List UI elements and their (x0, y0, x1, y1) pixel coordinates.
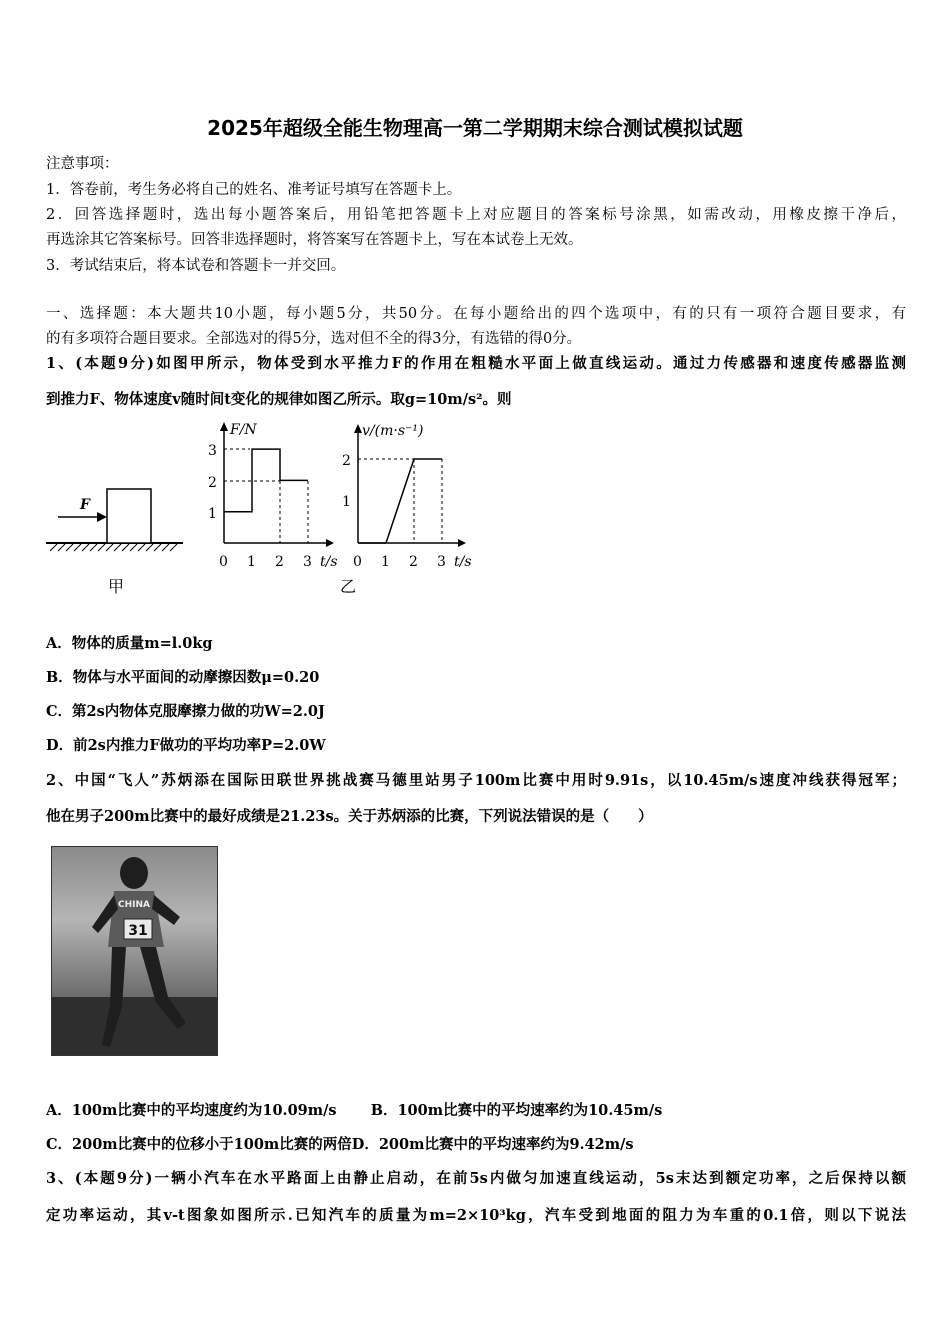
ft-xtick-1: 1 (247, 554, 256, 570)
section1-intro-2: 的有多项符合题目要求。全部选对的得5分，选对但不全的得3分，有选错的得0分。 (46, 331, 582, 347)
q2-option-a (46, 1099, 906, 1120)
arrow-head-icon (220, 422, 228, 431)
q2-option-c (46, 1133, 906, 1154)
arrow-head-icon (458, 539, 466, 547)
q1-option-a: A．物体的质量m=l.0kg (46, 635, 213, 652)
arrow-head-icon (97, 512, 107, 522)
ft-series-line (224, 449, 308, 512)
ft-graph (208, 422, 338, 570)
ft-xtick-3: 3 (303, 554, 312, 570)
q2-option-a-text: A．100m比赛中的平均速度约为10.09m/s (46, 1102, 337, 1119)
vt-xtick-0: 0 (353, 554, 362, 570)
ft-dashed-guides (224, 449, 308, 543)
notice-item-2: 2．回答选择题时，选出每小题答案后，用铅笔把答题卡上对应题目的答案标号涂黑，如需改动，用橡皮擦干净后， (46, 207, 906, 223)
vt-ylabel: v/(m·s⁻¹) (362, 423, 424, 439)
q1-stem-1: 1、(本题9分)如图甲所示，物体受到水平推力F的作用在粗糙水平面上做直线运动。通过力传感器和速度传感器监测 (46, 355, 906, 372)
ft-xtick-0: 0 (219, 554, 228, 570)
page-title: 2025年超级全能生物理高一第二学期期末综合测试模拟试题 (207, 116, 743, 140)
ft-ytick-2: 2 (208, 475, 217, 491)
vt-xtick-1: 1 (381, 554, 390, 570)
arrow-head-icon (354, 424, 362, 433)
q1-option-c: C．第2s内物体克服摩擦力做的功W=2.0J (46, 703, 325, 720)
notice-item-3: 3．考试结束后，将本试卷和答题卡一并交回。 (46, 258, 346, 274)
q3-stem-1: 3、(本题9分)一辆小汽车在水平路面上由静止启动，在前5s内做匀加速直线运动，5s末达到额定功率，之后保持以额 (46, 1170, 906, 1187)
section1-intro-1: 一、选择题：本大题共10小题，每小题5分，共50分。在每小题给出的四个选项中，有的只有一项符合题目要求，有 (46, 306, 906, 322)
q2-stem-2: 他在男子200m比赛中的最好成绩是21.23s。关于苏炳添的比赛，下列说法错误的是（ ） (46, 808, 653, 825)
vt-ytick-1: 1 (342, 494, 351, 510)
q2-stem-1: 2、中国“飞人”苏炳添在国际田联世界挑战赛马德里站男子100m比赛中用时9.91s，以10.45m/s速度冲线获得冠军； (46, 772, 906, 789)
notice-item-1: 1．答卷前，考生务必将自己的姓名、准考证号填写在答题卡上。 (46, 182, 462, 198)
bib-number: 31 (128, 923, 148, 939)
caption-right: 乙 (340, 577, 357, 596)
vt-series-line (358, 459, 442, 543)
sprinter-photo (51, 846, 218, 1056)
q1-stem-2: 到推力F、物体速度v随时间t变化的规律如图乙所示。取g=10m/s²。则 (46, 391, 512, 408)
notice-item-2-cont: 再选涂其它答案标号。回答非选择题时，将答案写在答题卡上，写在本试卷上无效。 (46, 232, 583, 248)
q1-option-b: B．物体与水平面间的动摩擦因数μ=0.20 (46, 669, 320, 686)
q1-option-d: D．前2s内推力F做功的平均功率P=2.0W (46, 737, 326, 754)
vt-xtick-2: 2 (409, 554, 418, 570)
q2-option-d-text: D．200m比赛中的平均速率约为9.42m/s (351, 1136, 634, 1153)
q2-option-b-text: B．100m比赛中的平均速率约为10.45m/s (370, 1102, 663, 1119)
ft-xtick-2: 2 (275, 554, 284, 570)
vt-xtick-3: 3 (437, 554, 446, 570)
ft-ytick-1: 1 (208, 506, 217, 522)
force-label: F (80, 497, 90, 513)
arrow-head-icon (326, 539, 334, 547)
ft-ylabel: F/N (230, 422, 257, 438)
shirt-text: CHINA (118, 900, 150, 910)
vt-xlabel: t/s (454, 554, 472, 570)
caption-left: 甲 (108, 577, 125, 596)
notice-heading: 注意事项： (46, 156, 119, 172)
vt-graph (340, 423, 472, 596)
q3-stem-2: 定功率运动，其v-t图象如图所示.已知汽车的质量为m=2×10³kg，汽车受到地面的阻力为车重的0.1倍，则以下说法 (46, 1207, 906, 1224)
block-diagram (46, 489, 183, 596)
q1-figure (0, 0, 950, 620)
ft-ytick-3: 3 (208, 443, 217, 459)
ft-xlabel: t/s (320, 554, 338, 570)
vt-ytick-2: 2 (342, 453, 351, 469)
q2-option-c-text: C．200m比赛中的位移小于100m比赛的两倍 (46, 1136, 352, 1153)
